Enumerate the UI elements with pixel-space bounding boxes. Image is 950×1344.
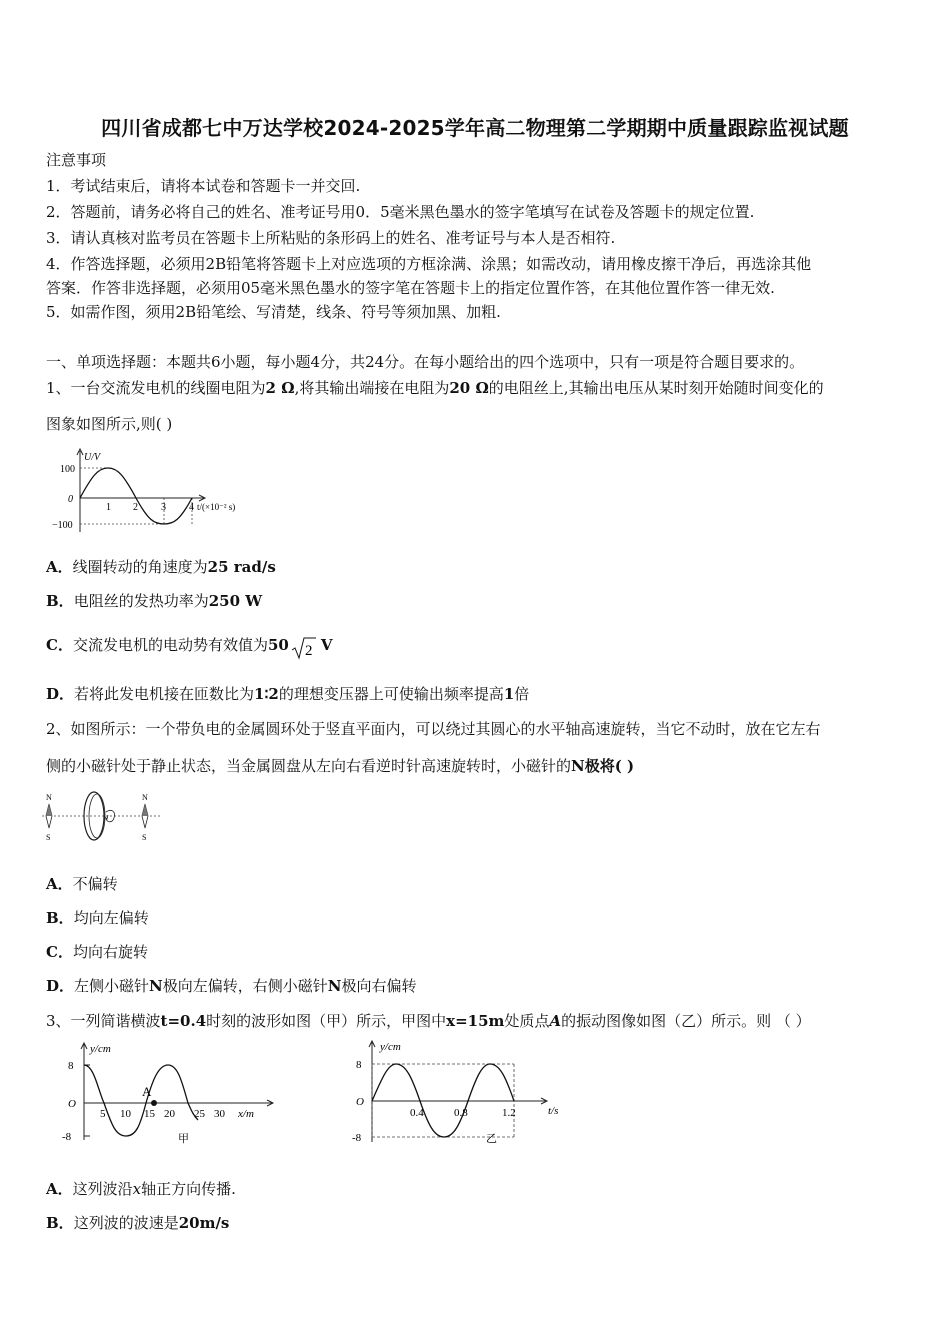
- q3j-y-bottom: -8: [62, 1131, 72, 1143]
- q1-y-bottom: −100: [52, 520, 73, 531]
- q1-d-text: 若将此发电机接在匝数比为: [74, 685, 255, 703]
- q3j-x-tick-10: 10: [120, 1108, 131, 1120]
- q3-a-text2: 轴正方向传播.: [141, 1180, 236, 1198]
- q3-b-text: 这列波的波速是: [73, 1214, 179, 1232]
- q2-stem-part1: 侧的小磁针处于静止状态，当金属圆盘从左向右看逆时针高速旋转时，小磁针的: [46, 757, 572, 775]
- notice-item-3: 3．请认真核对监考员在答题卡上所粘贴的条形码上的姓名、准考证号与本人是否相符.: [46, 229, 616, 247]
- q2-stem-line2: [46, 756, 634, 776]
- q3y-y-top: 8: [356, 1059, 362, 1071]
- q1-b-value: 250 W: [208, 592, 263, 610]
- q3-stem-t: t=0.4: [160, 1012, 207, 1030]
- q3j-caption: 甲: [178, 1133, 189, 1145]
- q1-d-text3: 倍: [514, 685, 530, 703]
- q2-d-text3: 极向右偏转: [341, 977, 417, 995]
- q2-option-b: [46, 908, 149, 928]
- q3y-x-tick-08: 0.8: [454, 1107, 468, 1119]
- q1-sine-curve: [80, 468, 192, 524]
- q3-vibration-graph-yi: [350, 1038, 568, 1146]
- q3-option-b: [46, 1213, 229, 1233]
- q3-a-label: A．: [46, 1180, 73, 1198]
- q1-a-label: A．: [46, 558, 73, 576]
- q1-c-label: C．: [46, 636, 73, 654]
- notice-heading: 注意事项: [46, 151, 107, 169]
- q3-stem: [46, 1011, 811, 1031]
- q3-stem-x: x=15m: [446, 1012, 505, 1030]
- q1-c-sqrt-arg: 2: [304, 643, 313, 659]
- q3j-y-label: y/cm: [90, 1043, 111, 1055]
- q2-stem-line1: 2、如图所示：一个带负电的金属圆环处于竖直平面内，可以绕过其圆心的水平轴高速旋转，当它不动时，放在它左右: [46, 720, 821, 738]
- q1-stem-line2: 图象如图所示,则( ): [46, 415, 173, 433]
- q3j-x-tick-5: 5: [100, 1108, 106, 1120]
- q3-option-a: [46, 1179, 236, 1199]
- notice-item-4-cont: 答案．作答非选择题，必须用05毫米黑色墨水的签字笔在答题卡上的指定位置作答，在其他位置作答一律无效.: [46, 279, 775, 297]
- q2-option-c: [46, 942, 148, 962]
- q3y-y-label: y/cm: [380, 1041, 401, 1053]
- q2-left-s: S: [46, 833, 51, 842]
- q2-d-text1: 左侧小磁针: [74, 977, 150, 995]
- q3-a-x: x: [132, 1180, 142, 1198]
- q3j-point-a-label: A: [142, 1084, 152, 1099]
- q2-right-s: S: [142, 833, 147, 842]
- q3j-x-tick-30: 30: [214, 1108, 225, 1120]
- q2-a-text: 不偏转: [72, 875, 118, 893]
- q1-b-label: B．: [46, 592, 74, 610]
- q1-x-label: t/(×10⁻² s): [197, 502, 236, 512]
- q1-stem-part2: ,将其输出端接在电阻为: [294, 379, 450, 397]
- q3y-origin: O: [356, 1096, 364, 1108]
- q1-c-text: 交流发电机的电动势有效值为: [72, 636, 268, 654]
- q2-left-n: N: [46, 793, 52, 802]
- q3j-x-label: x/m: [238, 1108, 254, 1120]
- q3j-x-tick-15: 15: [144, 1108, 155, 1120]
- notice-item-4: 4．作答选择题，必须用2B铅笔将答题卡上对应选项的方框涂满、涂黑；如需改动，请用橡皮擦干净后，再选涂其他: [46, 255, 812, 273]
- q1-d-ratio: 1∶2: [254, 685, 279, 703]
- q2-d-n2: N: [327, 977, 342, 995]
- q1-x-tick-4: 4: [189, 502, 194, 513]
- q1-c-unit: V: [320, 636, 333, 654]
- q1-r1: 2 Ω: [265, 379, 295, 397]
- q1-option-a: [46, 557, 276, 577]
- q1-d-times: 1: [503, 685, 515, 703]
- q3y-x-tick-12: 1.2: [502, 1107, 516, 1119]
- sqrt-sign-icon: [291, 636, 317, 660]
- q1-stem-part1: 1、一台交流发电机的线圈电阻为: [46, 379, 266, 397]
- q1-a-text: 线圈转动的角速度为: [72, 558, 208, 576]
- q3y-x-tick-04: 0.4: [410, 1107, 424, 1119]
- q2-option-d: [46, 976, 417, 996]
- notice-item-1: 1．考试结束后，请将本试卷和答题卡一并交回.: [46, 177, 361, 195]
- notice-item-2: 2．答题前，请务必将自己的姓名、准考证号用0．5毫米黑色墨水的签字笔填写在试卷及答题卡的规定位置.: [46, 203, 755, 221]
- q3-b-value: 20m/s: [178, 1214, 230, 1232]
- q3-stem-a: A: [549, 1012, 562, 1030]
- q1-origin: 0: [68, 494, 73, 505]
- q3y-y-bottom: -8: [352, 1132, 362, 1144]
- q1-y-top: 100: [60, 464, 75, 475]
- q2-right-needle-north-icon: [142, 804, 148, 816]
- q1-stem: [46, 378, 824, 398]
- q3j-y-top: 8: [68, 1060, 74, 1072]
- q3-b-label: B．: [46, 1214, 74, 1232]
- q3-stem-part2: 时刻的波形如图（甲）所示，甲图中: [206, 1012, 447, 1030]
- q3j-point-a: [151, 1100, 157, 1106]
- q2-b-label: B．: [46, 909, 74, 927]
- q3j-origin: O: [68, 1098, 76, 1110]
- q1-d-text2: 的理想变压器上可使输出频率提高: [278, 685, 504, 703]
- section-heading: 一、单项选择题：本题共6小题，每小题4分，共24分。在每小题给出的四个选项中，只有一项是符合题目要求的。: [46, 353, 805, 371]
- q3-wave-graph-jia: [58, 1040, 280, 1146]
- q3-stem-part3: 处质点: [504, 1012, 550, 1030]
- q1-voltage-graph: [46, 446, 256, 534]
- q2-stem-n: N: [571, 757, 585, 775]
- page-title: 四川省成都七中万达学校2024-2025学年高二物理第二学期期中质量跟踪监视试题: [101, 116, 849, 140]
- q1-r2: 20 Ω: [449, 379, 489, 397]
- q1-b-text: 电阻丝的发热功率为: [73, 592, 209, 610]
- q1-c-value: 50: [267, 636, 289, 654]
- q1-x-tick-2: 2: [133, 502, 138, 513]
- q3-stem-part4: 的振动图像如图（乙）所示。则 （ ）: [561, 1012, 811, 1030]
- q1-d-label: D．: [46, 685, 75, 703]
- q2-c-label: C．: [46, 943, 73, 961]
- q2-stem-part2: 极将( ): [584, 757, 635, 775]
- q3y-x-label: t/s: [548, 1105, 559, 1117]
- q2-d-text2: 极向左偏转，右侧小磁针: [162, 977, 328, 995]
- q1-y-label: U/V: [84, 452, 101, 463]
- q2-ring-magnets-figure: [42, 788, 160, 844]
- q2-d-label: D．: [46, 977, 75, 995]
- q1-option-d: [46, 684, 529, 704]
- notice-item-5: 5．如需作图，须用2B铅笔绘、写清楚，线条、符号等须加黑、加粗.: [46, 303, 501, 321]
- q1-x-tick-1: 1: [106, 502, 111, 513]
- q3j-x-tick-20: 20: [164, 1108, 175, 1120]
- q1-option-c: [46, 626, 333, 659]
- q3-a-text1: 这列波沿: [72, 1180, 133, 1198]
- q2-b-text: 均向左偏转: [73, 909, 149, 927]
- q1-stem-part3: 的电阻丝上,其输出电压从某时刻开始随时间变化的: [488, 379, 824, 397]
- q2-left-needle-north-icon: [46, 804, 52, 816]
- q2-d-n1: N: [149, 977, 163, 995]
- q3j-x-tick-25: 25: [194, 1108, 205, 1120]
- q1-a-value: 25 rad/s: [207, 558, 276, 576]
- q1-c-sqrt: [291, 636, 317, 665]
- q3y-caption: 乙: [486, 1133, 497, 1145]
- q2-option-a: [46, 874, 118, 894]
- q3-stem-part1: 3、一列简谐横波: [46, 1012, 161, 1030]
- q2-right-n: N: [142, 793, 148, 802]
- q1-x-tick-3: 3: [161, 502, 166, 513]
- q3j-wave-curve: [84, 1065, 198, 1136]
- q2-a-label: A．: [46, 875, 73, 893]
- q2-c-text: 均向右旋转: [72, 943, 148, 961]
- q1-option-b: [46, 591, 262, 611]
